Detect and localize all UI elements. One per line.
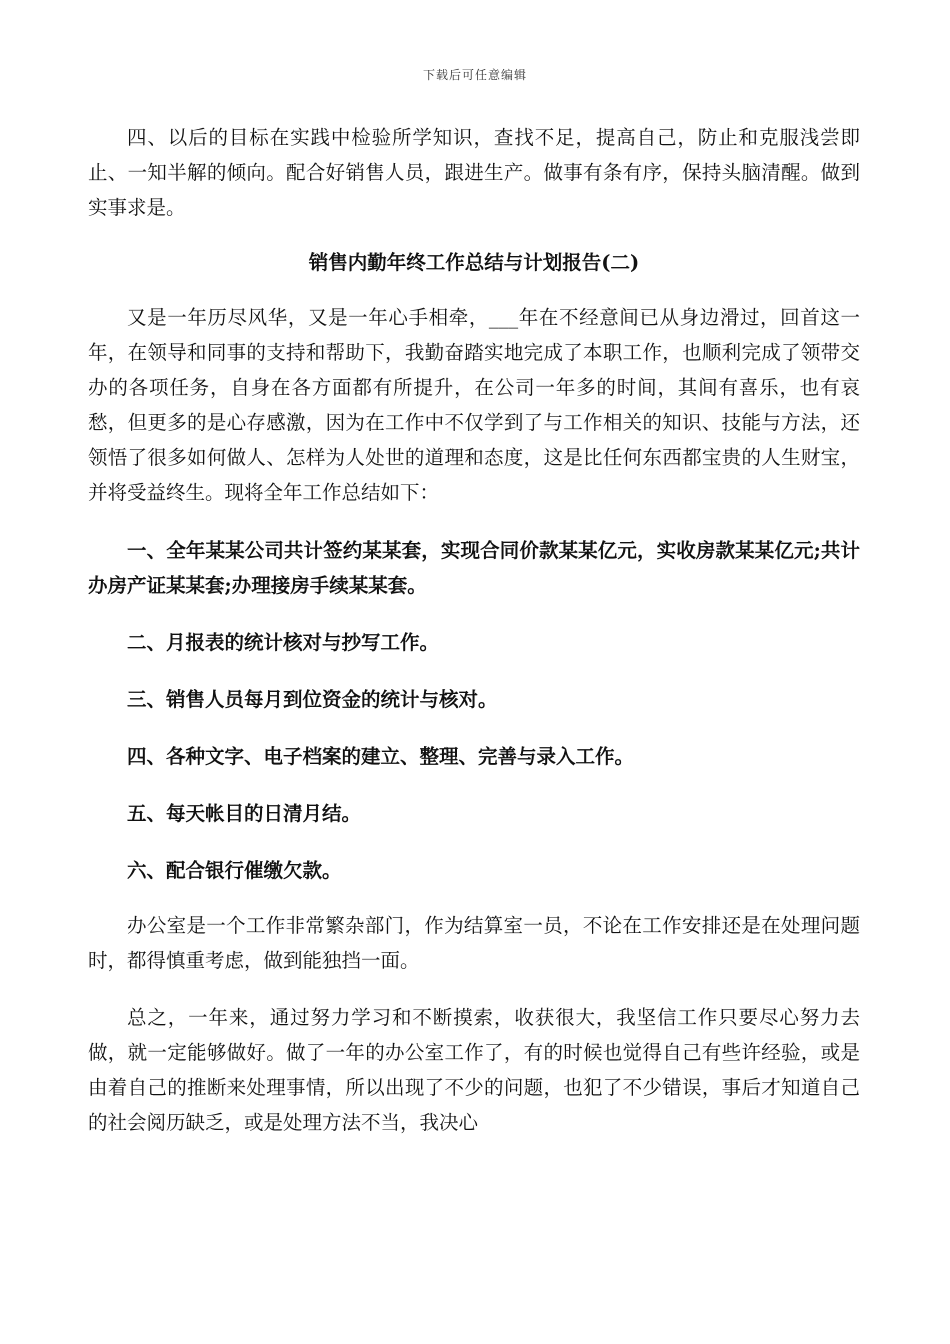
list-item-6: 六、配合银行催缴欠款。 — [127, 859, 342, 882]
list-item-3: 三、销售人员每月到位资金的统计与核对。 — [127, 688, 498, 711]
document-body — [88, 120, 860, 1140]
paragraph-office: 办公室是一个工作非常繁杂部门，作为结算室一员，不论在工作安排还是在处理问题时，都得慎重考虑，做到能独挡一面。 — [88, 914, 860, 972]
paragraph-goals: 四、以后的目标在实践中检验所学知识，查找不足，提高自己，防止和克服浅尝即止、一知半解的倾向。配合好销售人员，跟进生产。做事有条有序，保持头脑清醒。做到实事求是。 — [88, 126, 860, 219]
header-note: 下载后可任意编辑 — [422, 68, 527, 82]
list-item-5: 五、每天帐目的日清月结。 — [127, 802, 362, 825]
paragraph-intro: 又是一年历尽风华，又是一年心手相牵，___年在不经意间已从身边滑过，回首这一年，在领导和同事的支持和帮助下，我勤奋踏实地完成了本职工作，也顺利完成了领带交办的各项任务，自身在各方面都有所提升，在公司一年多的时间，其间有喜乐，也有哀愁，但更多的是心存感激，因为在工作中不仅学到了与工作相关的知识、技能与方法，还领悟了很多如何做人、怎样为人处世的道理和态度，这是比任何东西都宝贵的人生财宝，并将受益终生。现将全年工作总结如下： — [88, 306, 860, 504]
list-item-2: 二、月报表的统计核对与抄写工作。 — [127, 631, 440, 654]
list-item-4: 四、各种文字、电子档案的建立、整理、完善与录入工作。 — [127, 745, 635, 768]
paragraph-summary: 总之，一年来，通过努力学习和不断摸索，收获很大，我坚信工作只要尽心努力去做，就一定能够做好。做了一年的办公室工作了，有的时候也觉得自己有些许经验，或是由着自己的推断来处理事情，所以出现了不少的问题，也犯了不少错误，事后才知道自己的社会阅历缺乏，或是处理方法不当，我决心 — [88, 1006, 860, 1134]
section-title: 销售内勤年终工作总结与计划报告(二) — [308, 251, 640, 274]
list-item-1: 一、全年某某公司共计签约某某套，实现合同价款某某亿元，实收房款某某亿元;共计办房产证某某套;办理接房手续某某套。 — [88, 539, 860, 597]
